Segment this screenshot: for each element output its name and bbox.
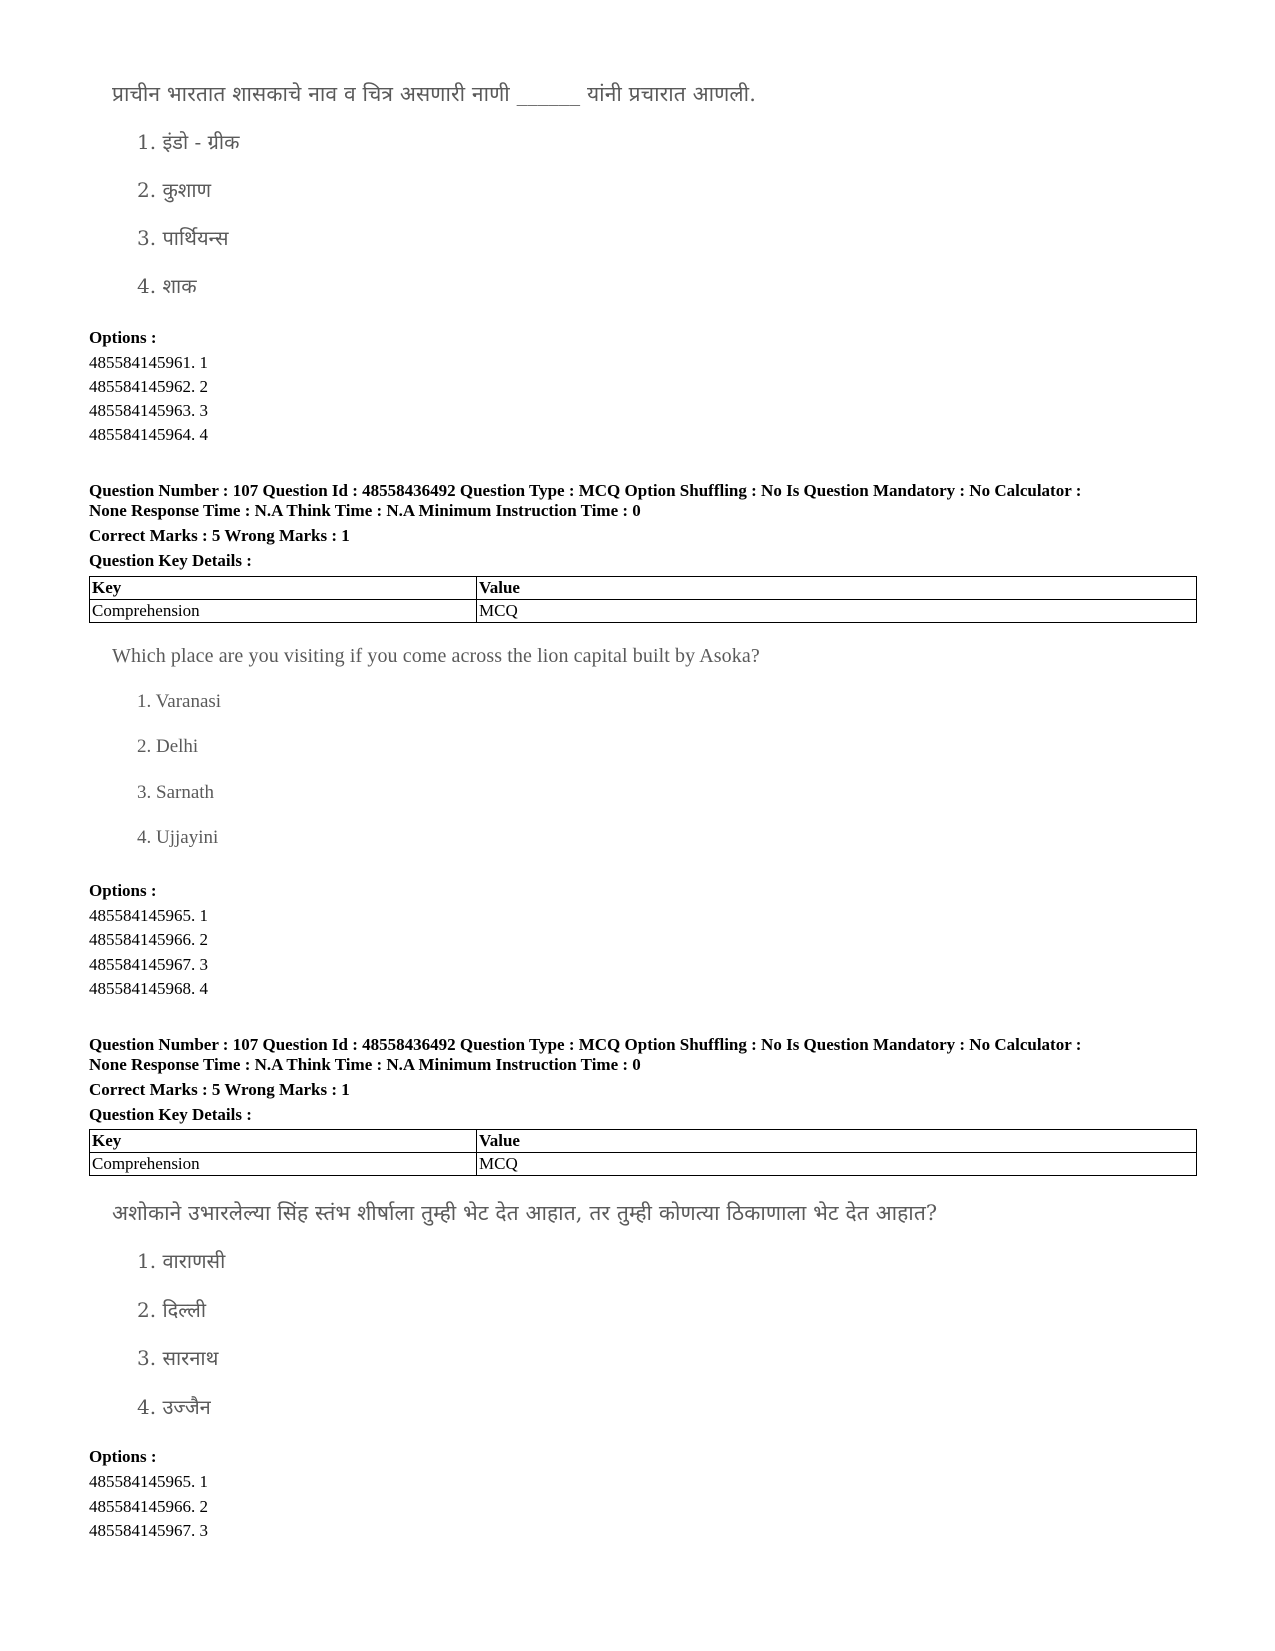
marks-line: Correct Marks : 5 Wrong Marks : 1 [89,1080,350,1099]
question-choice: 3. सारनाथ [137,1346,219,1370]
question-meta [89,481,1199,521]
question-choice: 1. वाराणसी [137,1249,226,1273]
option-id: 485584145966. 2 [89,930,208,949]
question-choice: 2. दिल्ली [137,1298,206,1322]
question-meta [89,1035,1199,1075]
table-cell: MCQ [477,1153,1197,1176]
options-label: Options : [89,1447,157,1466]
question-choice: 2. Delhi [137,736,199,757]
option-id: 485584145963. 3 [89,401,208,420]
question-stem: Which place are you visiting if you come across the lion capital built by Asoka? [112,645,760,667]
option-id: 485584145962. 2 [89,377,208,396]
question-choice: 3. पार्थियन्स [137,226,229,250]
question-meta-line: Question Number : 107 Question Id : 48558436492 Question Type : MCQ Option Shuffling : No Is Question Mandatory : No Calculator : [89,1035,1082,1054]
table-row [90,600,1197,623]
option-id: 485584145961. 1 [89,353,208,372]
table-header: Value [477,1130,1197,1153]
option-id: 485584145967. 3 [89,955,208,974]
table-row [90,1153,1197,1176]
question-meta-line: None Response Time : N.A Think Time : N.A Minimum Instruction Time : 0 [89,501,641,520]
table-cell: Comprehension [90,1153,477,1176]
option-id: 485584145966. 2 [89,1497,208,1516]
table-header-row [90,1130,1197,1153]
options-label: Options : [89,881,157,900]
key-details-table [89,576,1197,623]
question-meta-line: Question Number : 107 Question Id : 48558436492 Question Type : MCQ Option Shuffling : No Is Question Mandatory : No Calculator : [89,481,1082,500]
option-id: 485584145968. 4 [89,979,208,998]
option-id: 485584145965. 1 [89,1472,208,1491]
question-meta-line: None Response Time : N.A Think Time : N.A Minimum Instruction Time : 0 [89,1055,641,1074]
question-choice: 1. इंडो - ग्रीक [137,130,240,154]
option-id: 485584145964. 4 [89,425,208,444]
question-choice: 2. कुशाण [137,178,212,202]
option-id: 485584145965. 1 [89,906,208,925]
table-cell: Comprehension [90,600,477,623]
key-details-label: Question Key Details : [89,1105,252,1124]
table-header: Key [90,577,477,600]
table-cell: MCQ [477,600,1197,623]
question-choice: 1. Varanasi [137,691,222,712]
key-details-table [89,1129,1197,1176]
question-choice: 4. शाक [137,274,197,298]
options-label: Options : [89,328,157,347]
question-stem: प्राचीन भारतात शासकाचे नाव व चित्र असणारी नाणी ______ यांनी प्रचारात आणली. [112,82,756,106]
question-choice: 4. उज्जैन [137,1395,211,1419]
option-id: 485584145967. 3 [89,1521,208,1540]
question-choice: 3. Sarnath [137,782,215,803]
table-header: Key [90,1130,477,1153]
marks-line: Correct Marks : 5 Wrong Marks : 1 [89,526,350,545]
table-header: Value [477,577,1197,600]
table-header-row [90,577,1197,600]
question-choice: 4. Ujjayini [137,827,219,848]
key-details-label: Question Key Details : [89,551,252,570]
question-stem: अशोकाने उभारलेल्या सिंह स्तंभ शीर्षाला तुम्ही भेट देत आहात, तर तुम्ही कोणत्या ठिकाणाला भेट देत आहात? [112,1201,938,1225]
